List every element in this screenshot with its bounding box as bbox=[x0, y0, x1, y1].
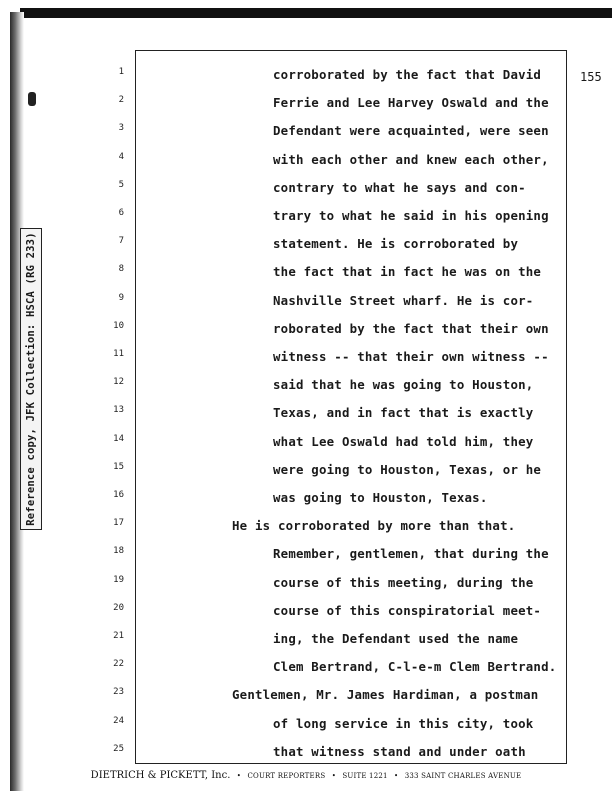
line-number: 17 bbox=[113, 518, 124, 529]
transcript-line: Nashville Street wharf. He is cor- bbox=[273, 292, 534, 308]
transcript-line: Ferrie and Lee Harvey Oswald and the bbox=[273, 95, 549, 111]
footer-address: 333 SAINT CHARLES AVENUE bbox=[404, 772, 522, 780]
transcript-line: Clem Bertrand, C-l-e-m Clem Bertrand. bbox=[273, 659, 557, 675]
transcript-line: the fact that in fact he was on the bbox=[273, 264, 542, 280]
scan-top-edge bbox=[20, 8, 612, 18]
transcript-line: course of this meeting, during the bbox=[273, 574, 534, 590]
transcript-line: course of this conspiratorial meet- bbox=[273, 602, 542, 618]
line-number: 21 bbox=[113, 631, 124, 641]
transcript-line: Defendant were acquainted, were seen bbox=[273, 123, 549, 139]
line-number: 10 bbox=[113, 320, 124, 331]
transcript-line: was going to Houston, Texas. bbox=[273, 490, 488, 505]
transcript-line: ing, the Defendant used the name bbox=[273, 631, 519, 646]
line-number: 24 bbox=[113, 715, 124, 726]
line-number: 20 bbox=[113, 602, 124, 613]
transcript-line: trary to what he said in his opening bbox=[273, 208, 549, 223]
line-number: 1 bbox=[118, 67, 124, 77]
line-number: 4 bbox=[118, 151, 124, 162]
footer-separator: • bbox=[394, 772, 399, 780]
line-number: 8 bbox=[118, 264, 124, 275]
footer-separator: • bbox=[331, 772, 337, 780]
transcript-line: contrary to what he says and con- bbox=[273, 179, 526, 195]
line-number: 18 bbox=[113, 546, 124, 557]
line-number: 5 bbox=[118, 179, 124, 190]
archive-reference-stamp: Reference copy, JFK Collection: HSCA (RG 233) bbox=[20, 228, 42, 530]
transcript-line: Gentlemen, Mr. James Hardiman, a postman bbox=[232, 687, 539, 703]
line-number: 12 bbox=[113, 377, 124, 388]
line-number: 3 bbox=[118, 123, 124, 134]
footer-suite: SUITE 1221 bbox=[342, 772, 388, 780]
line-number: 7 bbox=[118, 236, 124, 247]
page-number: 155 bbox=[580, 70, 602, 84]
line-number: 9 bbox=[118, 292, 124, 303]
transcript-line: witness -- that their own witness -- bbox=[273, 349, 549, 364]
transcript-line: roborated by the fact that their own bbox=[273, 320, 549, 336]
transcript-line: that witness stand and under oath bbox=[273, 743, 526, 759]
transcript-line: He is corroborated by more than that. bbox=[232, 518, 516, 534]
court-reporter-footer bbox=[0, 770, 612, 781]
footer-firm: DIETRICH & PICKETT, Inc. bbox=[90, 770, 231, 781]
line-number: 25 bbox=[113, 743, 124, 754]
line-number: 16 bbox=[113, 490, 124, 500]
line-number: 2 bbox=[118, 95, 124, 106]
line-number: 15 bbox=[113, 461, 124, 472]
line-number: 6 bbox=[118, 208, 124, 218]
footer-service: COURT REPORTERS bbox=[247, 772, 326, 780]
transcript-line: statement. He is corroborated by bbox=[273, 236, 519, 252]
transcript-line: what Lee Oswald had told him, they bbox=[273, 433, 534, 449]
line-number: 22 bbox=[113, 659, 124, 670]
line-number: 23 bbox=[113, 687, 124, 698]
transcript-line: of long service in this city, took bbox=[273, 715, 534, 731]
transcript-line: were going to Houston, Texas, or he bbox=[273, 461, 542, 477]
transcript-line: Texas, and in fact that is exactly bbox=[273, 405, 534, 421]
transcript-line: with each other and knew each other, bbox=[273, 151, 549, 167]
line-number: 13 bbox=[113, 405, 124, 416]
binding-hole-mark bbox=[28, 92, 36, 106]
transcript-line: said that he was going to Houston, bbox=[273, 377, 534, 393]
line-number: 14 bbox=[113, 433, 124, 444]
transcript-line: Remember, gentlemen, that during the bbox=[273, 546, 549, 562]
transcript-line: corroborated by the fact that David bbox=[273, 67, 542, 82]
line-number: 19 bbox=[113, 574, 124, 585]
footer-separator: • bbox=[236, 772, 242, 780]
line-number: 11 bbox=[113, 349, 124, 359]
